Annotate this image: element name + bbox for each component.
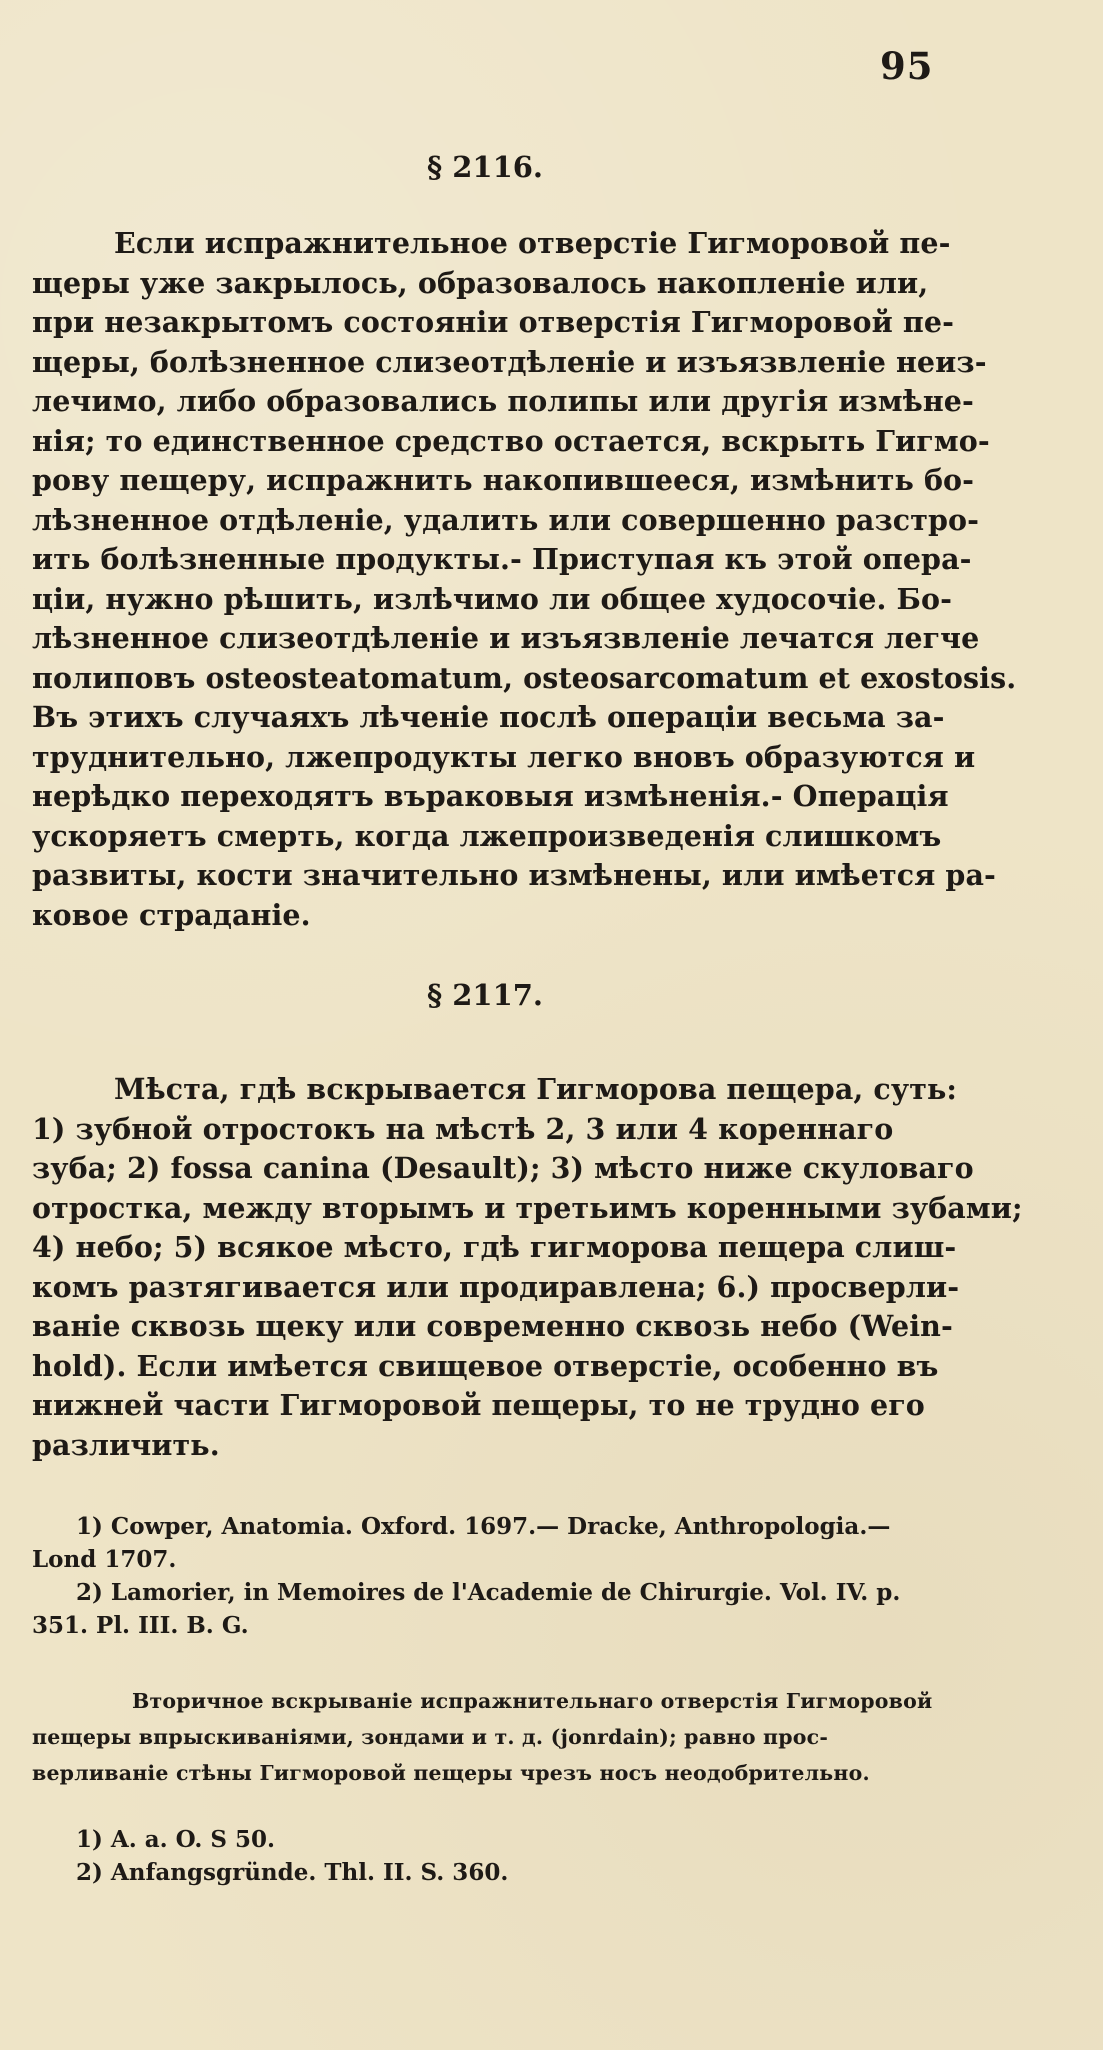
paragraph-2116 [32,224,1040,935]
text-line: Мѣста, гдѣ вскрывается Гигморова пещера, суть: [114,1072,958,1106]
text-line: ускоряетъ смерть, когда лжепроизведенія слишкомъ [32,818,942,853]
text-line: лечимо, либо образовались полипы или другія измѣне- [32,384,974,418]
text-line: развиты, кости значительно измѣнены, или имѣется ра- [32,858,996,892]
footnote-line: Lond 1707. [32,1546,177,1573]
text-line: лѣзненное отдѣленіе, удалить или совершенно разстро- [32,502,980,537]
text-line: 4) небо; 5) всякое мѣсто, гдѣ гигморова пещера слиш- [32,1230,957,1264]
note-line: пещеры впрыскиваніями, зондами и т. д. (jonrdain); равно прос- [32,1725,829,1749]
text-line: щеры, болѣзненное слизеотдѣленіе и изъязвленіе неиз- [32,344,987,379]
small-print-note [32,1683,1052,1791]
text-line: комъ разтягивается или продиравлена; 6.) просверли- [32,1269,960,1304]
page-number: 95 [880,44,934,88]
footnote-line: 1) Cowper, Anatomia. Oxford. 1697.— Dracke, Anthropologia.— [76,1513,891,1540]
footnotes-block-2 [32,1823,1052,1889]
text-line: Если испражнительное отверстіе Гигморовой пе- [114,226,951,260]
text-line: полиповъ osteosteatomatum, osteosarcomatum et exostosis. [32,660,1017,695]
text-line: нижней части Гигморовой пещеры, то не трудно его [32,1388,925,1422]
text-line: зуба; 2) fossa canina (Desault); 3) мѣсто ниже скуловаго [32,1151,974,1185]
footnote-line: 2) Lamorier, in Memoires de l'Academie de Chirurgie. Vol. IV. p. [76,1579,901,1606]
note-line: верливаніе стѣны Гигморовой пещеры чрезъ носъ неодобрительно. [32,1761,870,1785]
text-line: лѣзненное слизеотдѣленіе и изъязвленіе лечатся легче [32,621,980,655]
text-line: 1) зубной отростокъ на мѣстѣ 2, 3 или 4 кореннаго [32,1111,894,1146]
text-line: ціи, нужно рѣшить, излѣчимо ли общее худосочіе. Бо- [32,581,953,616]
text-line: различить. [32,1427,220,1462]
text-line: нія; то единственное средство остается, вскрыть Гигмо- [32,423,990,458]
paragraph-2117 [32,1070,1040,1465]
text-line: Въ этихъ случаяхъ лѣченіе послѣ операціи весьма за- [32,700,945,734]
text-line: ить болѣзненные продукты.- Приступая къ этой опера- [32,542,972,576]
footnotes-block [32,1510,1052,1642]
text-line: ваніе сквозь щеку или современно сквозь небо (Wein- [32,1309,953,1343]
text-line: hold). Если имѣется свищевое отверстіе, особенно въ [32,1348,939,1383]
footnote-line: 351. Pl. III. B. G. [32,1612,249,1639]
text-line: при незакрытомъ состояніи отверстія Гигморовой пе- [32,305,954,339]
footnote-line: 2) Anfangsgründe. Thl. II. S. 360. [76,1859,509,1886]
text-line: ковое страданіе. [32,897,311,932]
text-line: рову пещеру, испражнить накопившееся, измѣнить бо- [32,463,975,497]
text-line: труднительно, лжепродукты легко вновъ образуются и [32,739,976,774]
text-line: нерѣдко переходятъ въраковыя измѣненія.- Операція [32,779,949,813]
note-line: Вторичное вскрываніе испражнительнаго отверстія Гигморовой [132,1689,933,1713]
footnote-line: 1) A. a. O. S 50. [76,1826,276,1853]
section-heading-2116: § 2116. [426,150,544,184]
text-line: щеры уже закрылось, образовалось накопленіе или, [32,265,929,300]
text-line: отростка, между вторымъ и третьимъ коренными зубами; [32,1190,1023,1225]
section-heading-2117: § 2117. [426,978,544,1012]
